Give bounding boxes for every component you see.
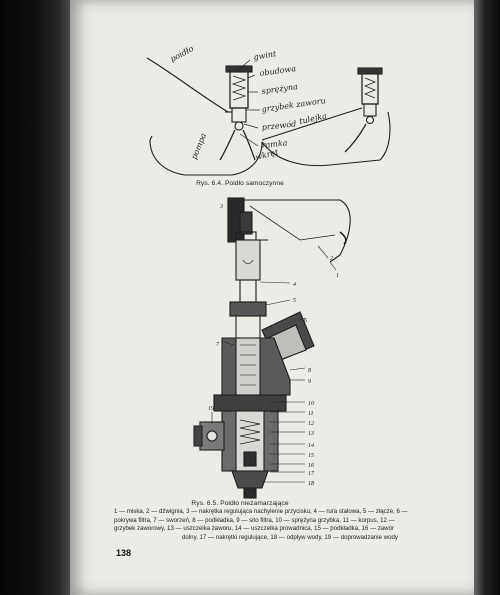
hand-label-6: ramka: [261, 138, 288, 150]
hand-label-2: obudowa: [259, 63, 297, 78]
legend-line-4: dolny, 17 — nakrętki regulujące, 18 — odpływ wody, 19 — doprowadzanie wody: [182, 533, 398, 541]
part-number-18: 18: [308, 481, 314, 487]
hand-side-label: pompa: [189, 131, 209, 161]
part-number-13: 13: [308, 431, 314, 437]
part-number-19: 19: [208, 406, 214, 412]
hand-label-4: grzybek zaworu: [261, 96, 327, 114]
hand-label-5: przewód: [261, 119, 297, 132]
hand-label-1: gwint: [252, 49, 277, 62]
part-number-8: 8: [308, 368, 311, 374]
legend-line-1: 1 — miska, 2 — dźwignia, 3 — nakrętka regulująca nachylenie przycisku, 4 — rura stalowa, 5 — złącze, 6 —: [114, 508, 408, 515]
part-number-11: 11: [308, 411, 314, 417]
part-number-14: 14: [308, 443, 314, 449]
part-number-3: 3: [220, 204, 223, 210]
part-number-10: 10: [308, 401, 314, 407]
part-number-16: 16: [308, 463, 314, 469]
part-number-9: 9: [308, 379, 311, 385]
figure-legend: [114, 508, 466, 542]
part-number-2: 2: [330, 256, 333, 262]
part-number-17: 17: [308, 471, 314, 477]
legend-line-3: grzybek zaworowy, 13 — uszczelka zaworu, 14 — uszczelka prowadnica, 15 — podkładka, 16 — zawór: [114, 525, 394, 533]
hand-label-0: poidło: [168, 44, 196, 64]
part-number-6: 6: [304, 318, 307, 324]
hand-label-7: wkręt: [254, 147, 280, 162]
part-number-4: 4: [293, 282, 296, 288]
part-number-7: 7: [216, 342, 219, 348]
part-number-1: 1: [336, 273, 339, 279]
figure-6-5-caption: Rys. 6.5. Poidło niezamarzające: [191, 500, 289, 507]
part-number-5: 5: [293, 298, 296, 304]
part-number-12: 12: [308, 421, 314, 427]
legend-line-2: pokrywa filtra, 7 — sworzeń, 8 — podkładka, 9 — sito filtra, 10 — sprężyna grzybka, 11 — korpus, 12 —: [114, 516, 395, 524]
figure-6-4-caption: Rys. 6.4. Poidło samoczynne: [196, 180, 284, 187]
hand-label-8: tulejka: [298, 111, 328, 126]
hand-label-3: sprężyna: [261, 81, 299, 96]
part-number-15: 15: [308, 453, 314, 459]
figure-6-5-drawing: [194, 198, 350, 498]
page-number: 138: [116, 548, 132, 558]
